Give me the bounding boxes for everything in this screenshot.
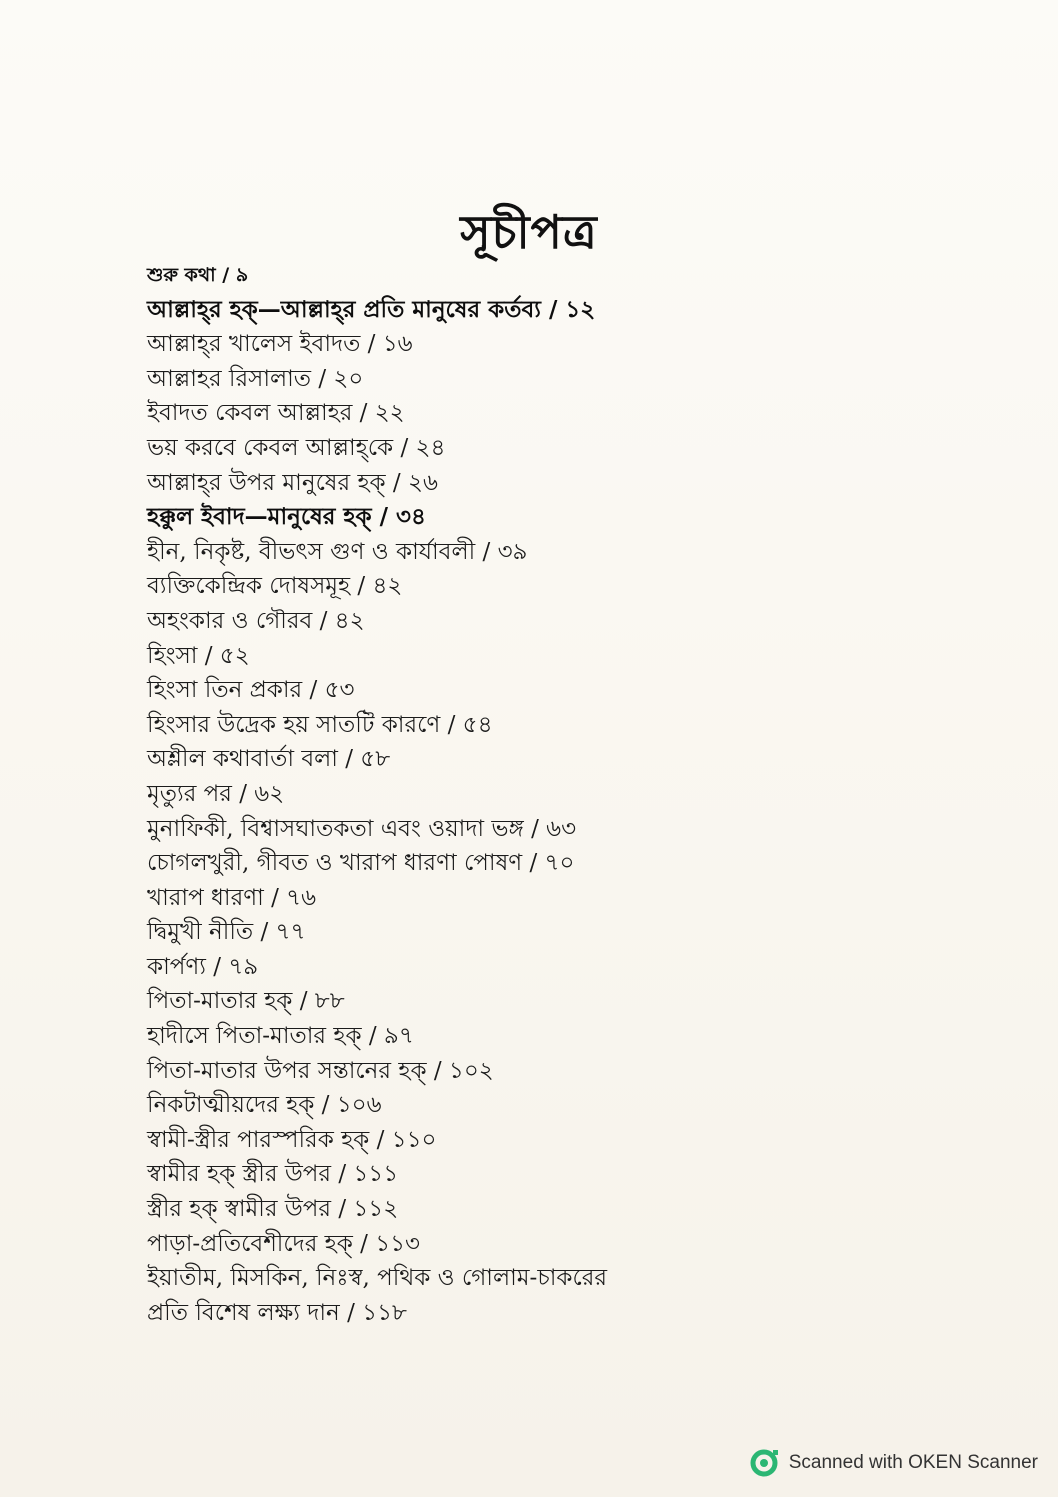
toc-entry: শুরু কথা / ৯ — [147, 264, 249, 286]
toc-entry: ব্যক্তিকেন্দ্রিক দোষসমূহ / ৪২ — [147, 573, 403, 600]
toc-entry: হক্কুল ইবাদ—মানুষের হক্‌ / ৩৪ — [147, 503, 426, 531]
toc-entry: স্বামী-স্ত্রীর পারস্পরিক হক্‌ / ১১০ — [147, 1126, 437, 1153]
toc-entry: অহংকার ও গৌরব / ৪২ — [147, 607, 365, 634]
toc-entry: ইবাদত কেবল আল্লাহর / ২২ — [147, 400, 405, 427]
toc-entry: কার্পণ্য / ৭৯ — [147, 953, 259, 980]
toc-entry: হাদীসে পিতা-মাতার হক্‌ / ৯৭ — [147, 1023, 414, 1050]
page-title: সূচীপত্র — [460, 205, 598, 259]
scanner-watermark — [749, 1445, 1038, 1481]
toc-entry: দ্বিমুখী নীতি / ৭৭ — [147, 919, 306, 946]
toc-entry: হিংসা / ৫২ — [147, 642, 250, 669]
toc-entry: নিকটাত্মীয়দের হক্‌ / ১০৬ — [147, 1092, 382, 1119]
toc-entry: আল্লাহ্‌র খালেস ইবাদত / ১৬ — [147, 331, 413, 358]
toc-entry: ইয়াতীম, মিসকিন, নিঃস্ব, পথিক ও গোলাম-চাকরের — [147, 1265, 608, 1292]
toc-entry: পিতা-মাতার উপর সন্তানের হক্‌ / ১০২ — [147, 1057, 494, 1084]
toc-entry: পিতা-মাতার হক্‌ / ৮৮ — [147, 988, 345, 1015]
toc-entry: খারাপ ধারণা / ৭৬ — [147, 884, 317, 911]
toc-entry: হিংসার উদ্রেক হয় সাতটি কারণে / ৫৪ — [147, 711, 493, 738]
toc-entry: আল্লাহ্‌র উপর মানুষের হক্‌ / ২৬ — [147, 469, 438, 496]
toc-entry: মৃত্যুর পর / ৬২ — [147, 780, 285, 807]
oken-scanner-logo-icon — [749, 1448, 779, 1478]
toc-entry: অশ্লীল কথাবার্তা বলা / ৫৮ — [147, 746, 391, 773]
watermark-text: Scanned with OKEN Scanner — [788, 1452, 1038, 1473]
toc-entry: স্বামীর হক্‌ স্ত্রীর উপর / ১১১ — [147, 1161, 399, 1188]
toc-entry: আল্লাহর রিসালাত / ২০ — [147, 365, 364, 392]
toc-entry: আল্লাহ্‌র হক্‌—আল্লাহ্‌র প্রতি মানুষের কর্তব্য / ১২ — [147, 295, 596, 323]
toc-entry: পাড়া-প্রতিবেশীদের হক্‌ / ১১৩ — [147, 1230, 421, 1257]
table-of-contents — [147, 258, 927, 1330]
toc-entry: স্ত্রীর হক্‌ স্বামীর উপর / ১১২ — [147, 1196, 399, 1223]
toc-entry: ভয় করবে কেবল আল্লাহ্‌কে / ২৪ — [147, 434, 446, 461]
toc-entry: প্রতি বিশেষ লক্ষ্য দান / ১১৮ — [147, 1299, 407, 1326]
toc-entry: মুনাফিকী, বিশ্বাসঘাতকতা এবং ওয়াদা ভঙ্গ / ৬৩ — [147, 815, 577, 842]
toc-entry: হীন, নিকৃষ্ট, বীভৎস গুণ ও কার্যাবলী / ৩৯ — [147, 538, 528, 565]
toc-entry: হিংসা তিন প্রকার / ৫৩ — [147, 677, 355, 704]
toc-entry: চোগলখুরী, গীবত ও খারাপ ধারণা পোষণ / ৭০ — [147, 850, 575, 877]
